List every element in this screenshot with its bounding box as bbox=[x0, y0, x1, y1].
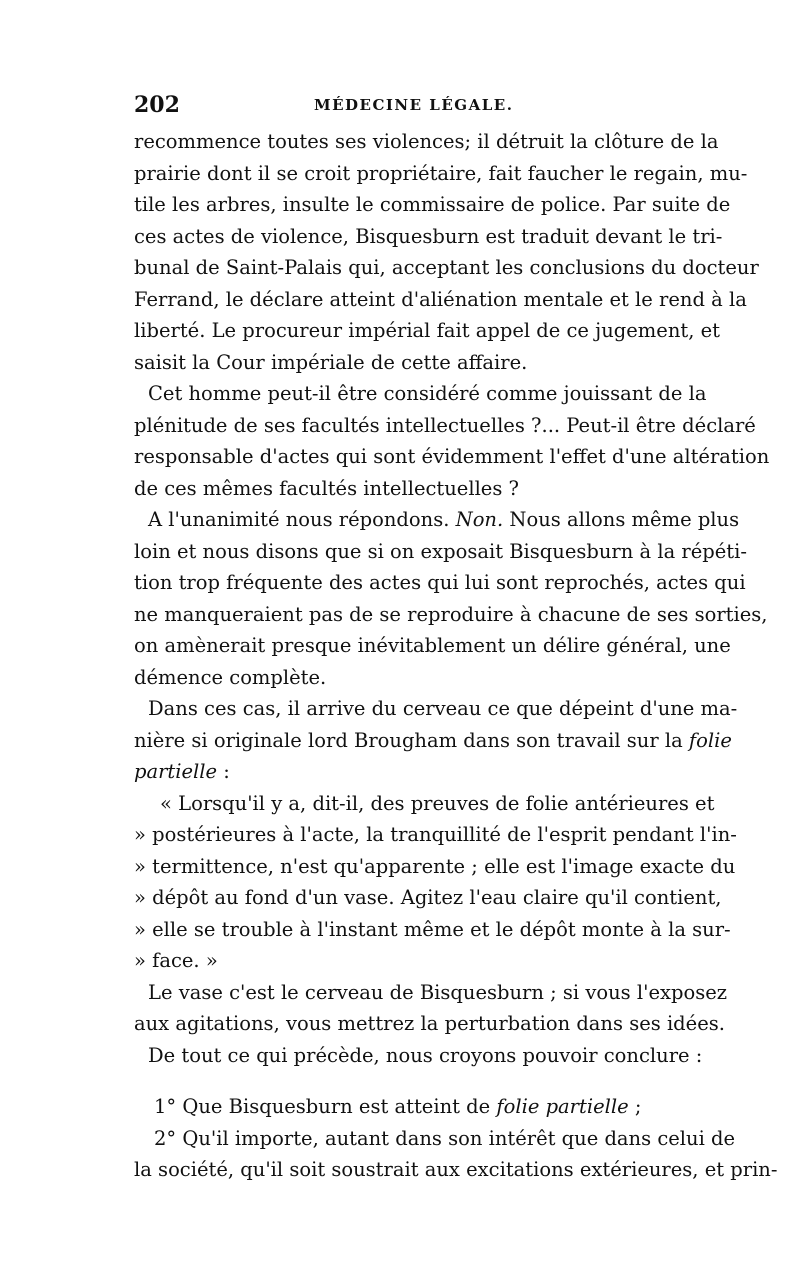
text-line: liberté. Le procureur impérial fait appel de ce jugement, et bbox=[134, 319, 720, 342]
text-line: Dans ces cas, il arrive du cerveau ce que dépeint d'une ma- bbox=[148, 697, 738, 720]
text-line: Ferrand, le déclare atteint d'aliénation mentale et le rend à la bbox=[134, 287, 747, 311]
text-line: bunal de Saint-Palais qui, acceptant les conclusions du docteur bbox=[134, 256, 759, 279]
text-line bbox=[134, 756, 670, 788]
text-line: aux agitations, vous mettrez la perturbation dans ses idées. bbox=[134, 1012, 725, 1035]
quote-line: » postérieures à l'acte, la tranquillité de l'esprit pendant l'in- bbox=[134, 823, 737, 846]
text-run: A l'unanimité nous répondons. bbox=[148, 508, 456, 531]
text-line: De tout ce qui précède, nous croyons pouvoir conclure : bbox=[148, 1043, 703, 1067]
italic-text: partielle bbox=[134, 760, 218, 783]
text-line: tile les arbres, insulte le commissaire de police. Par suite de bbox=[134, 193, 731, 216]
text-line: de ces mêmes facultés intellectuelles ? bbox=[134, 476, 520, 500]
quote-line: » dépôt au fond d'un vase. Agitez l'eau claire qu'il contient, bbox=[134, 886, 722, 909]
text-line: plénitude de ses facultés intellectuelles ?... Peut-il être déclaré bbox=[134, 413, 756, 437]
text-run: Nous allons même plus bbox=[503, 508, 740, 531]
italic-text: folie partielle bbox=[496, 1095, 629, 1118]
quote-line: « Lorsqu'il y a, dit-il, des preuves de folie antérieures et bbox=[160, 791, 715, 815]
text-line: recommence toutes ses violences; il détruit la clôture de la bbox=[134, 130, 719, 153]
text-line: la société, qu'il soit soustrait aux excitations extérieures, et prin- bbox=[134, 1158, 778, 1181]
paragraph-4 bbox=[134, 693, 738, 788]
text-line: loin et nous disons que si on exposait Bisquesburn à la répéti- bbox=[134, 539, 747, 563]
text-run: : bbox=[217, 760, 230, 783]
quote-line: » face. » bbox=[134, 949, 218, 972]
conclusion-2 bbox=[134, 1123, 778, 1186]
text-run: nière si originale lord Brougham dans son travail sur la bbox=[134, 728, 689, 752]
italic-text: folie bbox=[688, 728, 732, 752]
italic-text: Non. bbox=[455, 508, 504, 531]
page-header bbox=[134, 92, 670, 122]
text-line: responsable d'actes qui sont évidemment l'effet d'une altération bbox=[134, 445, 770, 468]
text-line: ne manqueraient pas de se reproduire à chacune de ses sorties, bbox=[134, 602, 768, 626]
paragraph-6 bbox=[134, 1040, 703, 1072]
text-line: démence complète. bbox=[134, 665, 327, 689]
paragraph-5 bbox=[134, 977, 728, 1040]
text-run: 1° Que Bisquesburn est atteint de bbox=[154, 1095, 497, 1118]
text-line: saisit la Cour impériale de cette affaire. bbox=[134, 350, 528, 374]
quote-line: » elle se trouble à l'instant même et le dépôt monte à la sur- bbox=[134, 917, 731, 941]
text-line: prairie dont il se croit propriétaire, fait faucher le regain, mu- bbox=[134, 161, 748, 185]
running-title: MÉDECINE LÉGALE. bbox=[314, 96, 514, 114]
text-run: ; bbox=[628, 1095, 642, 1118]
spacer bbox=[134, 1071, 670, 1091]
text-line bbox=[134, 504, 740, 536]
text-line: ces actes de violence, Bisquesburn est traduit devant le tri- bbox=[134, 224, 723, 248]
paragraph-1 bbox=[134, 126, 759, 378]
quotation bbox=[134, 788, 737, 977]
text-line: on amènerait presque inévitablement un délire général, une bbox=[134, 634, 731, 657]
conclusion-1 bbox=[134, 1091, 670, 1123]
text-line: Cet homme peut-il être considéré comme jouissant de la bbox=[148, 382, 707, 405]
text-line bbox=[134, 725, 732, 757]
paragraph-3 bbox=[134, 504, 768, 693]
page-number: 202 bbox=[134, 92, 180, 118]
text-line: 2° Qu'il importe, autant dans son intérêt que dans celui de bbox=[154, 1126, 736, 1150]
text-line: Le vase c'est le cerveau de Bisquesburn ; si vous l'exposez bbox=[148, 980, 728, 1004]
text-line bbox=[134, 1091, 670, 1123]
body-text bbox=[134, 126, 778, 1186]
text-line: tion trop fréquente des actes qui lui sont reprochés, actes qui bbox=[134, 571, 746, 594]
paragraph-2 bbox=[134, 378, 770, 504]
quote-line: » termittence, n'est qu'apparente ; elle est l'image exacte du bbox=[134, 854, 736, 878]
